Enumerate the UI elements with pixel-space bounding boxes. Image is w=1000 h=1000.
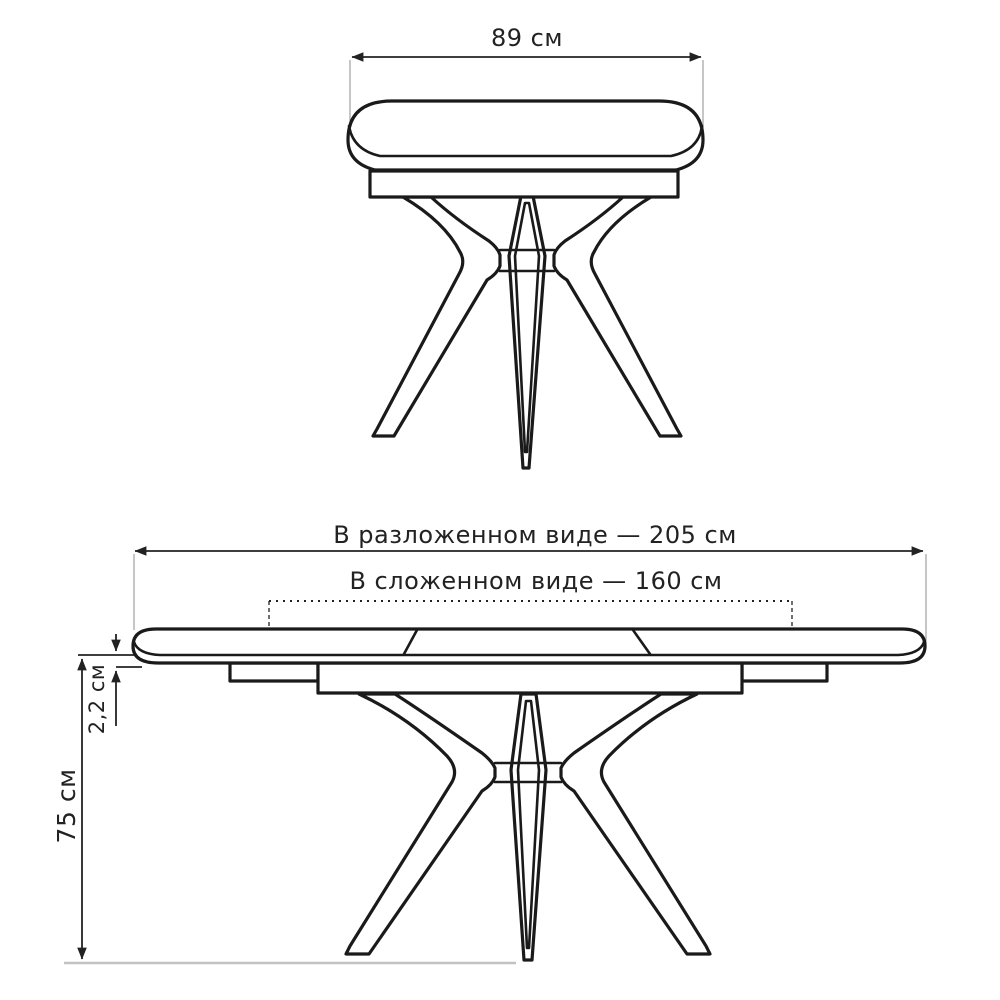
frame-flange-left [230, 663, 318, 681]
tabletop-outline [348, 101, 703, 170]
side-view-frame [230, 663, 827, 693]
dim-height-label: 75 см [52, 768, 81, 844]
tabletop-outline [133, 629, 925, 663]
dim-height [52, 659, 82, 959]
dim-folded [269, 567, 792, 634]
top-view-legs [373, 196, 681, 468]
dim-folded-label: В сложенном виде — 160 см [349, 567, 723, 595]
dim-thickness-label: 2,2 см [85, 663, 109, 735]
center-spindle-outer [509, 196, 545, 468]
top-view-tabletop [348, 101, 703, 170]
side-view [52, 521, 926, 963]
dim-top-width-label: 89 см [491, 24, 563, 52]
leg-left [346, 694, 495, 954]
side-view-tabletop [133, 629, 925, 663]
frame-extension-box [318, 663, 742, 693]
side-view-legs [346, 694, 710, 960]
apron [370, 171, 678, 197]
leg-left [373, 197, 500, 436]
top-view [348, 24, 703, 468]
leg-right [554, 197, 681, 436]
leg-right [561, 694, 710, 954]
center-spindle-outer [511, 694, 546, 960]
dim-expanded-label: В разложенном виде — 205 см [333, 521, 737, 549]
frame-flange-right [742, 663, 827, 681]
